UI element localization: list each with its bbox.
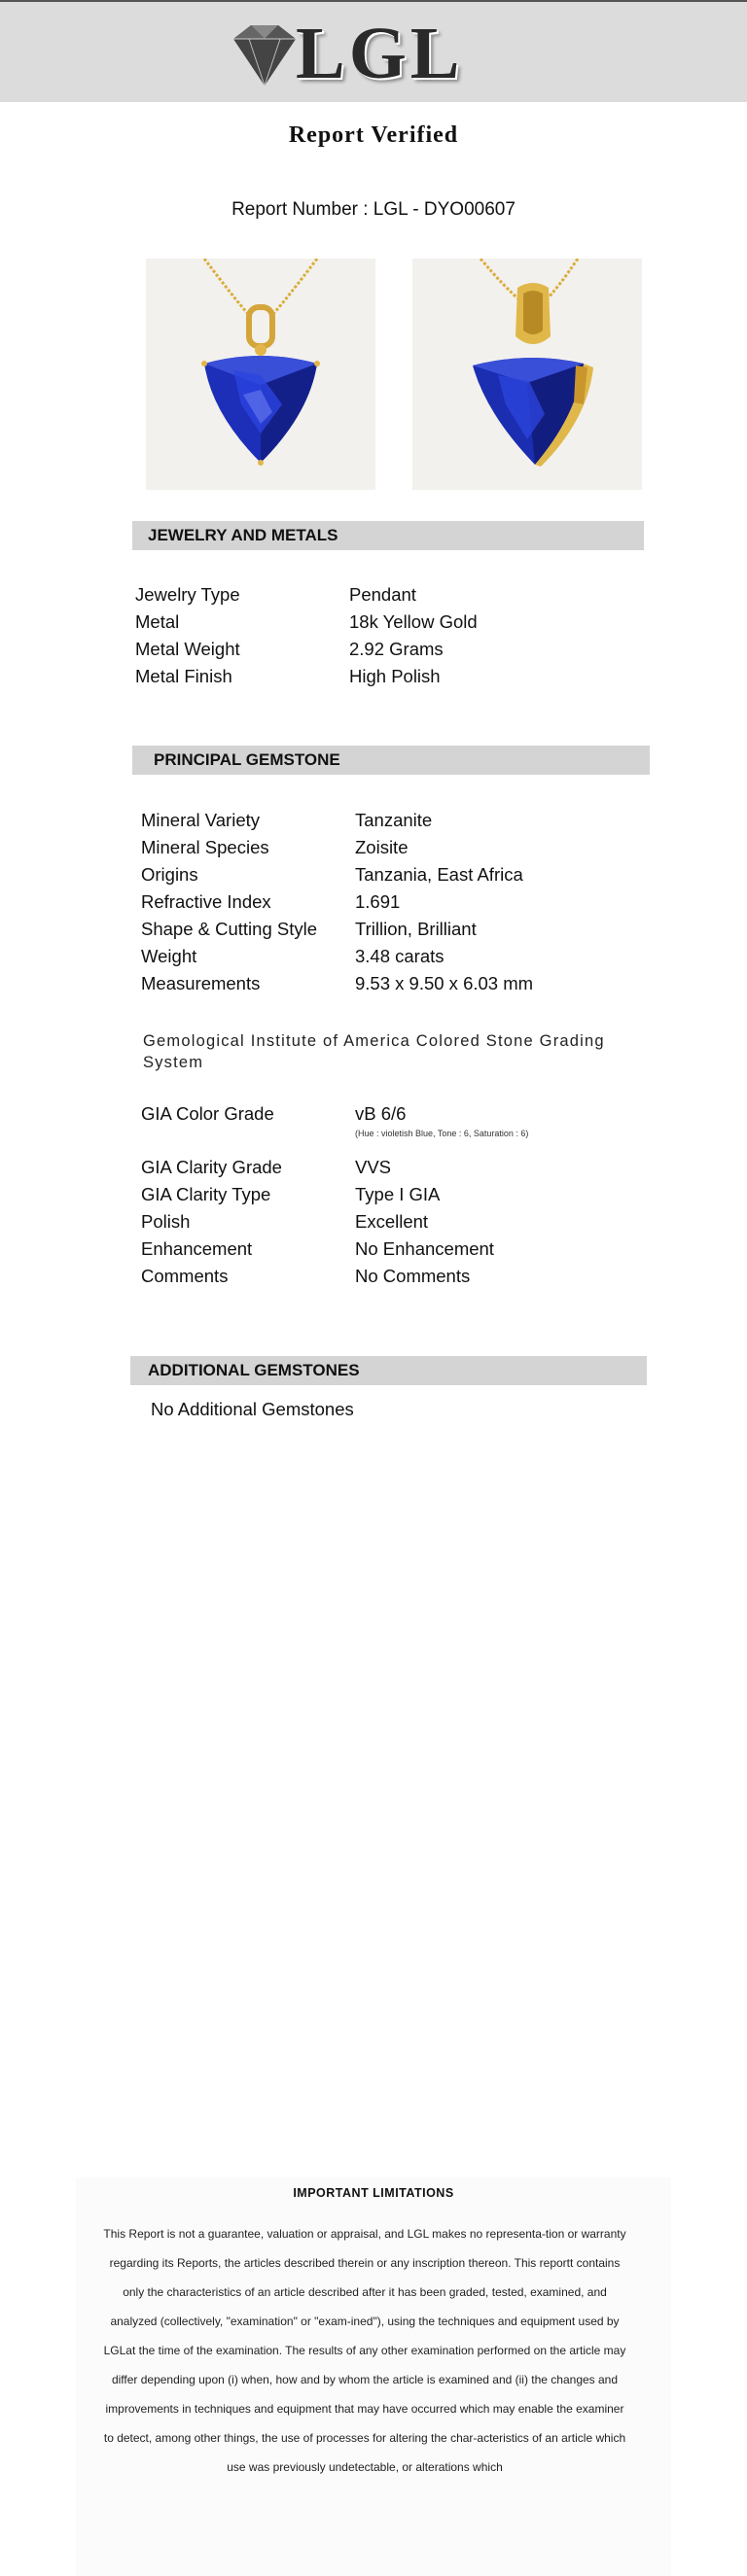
origins-label: Origins — [141, 864, 198, 885]
clarity-type-label: GIA Clarity Type — [141, 1184, 271, 1204]
jewelry-type-value: Pendant — [349, 584, 416, 605]
principal-details — [141, 807, 608, 997]
no-additional-text: No Additional Gemstones — [151, 1399, 354, 1419]
origins-value: Tanzania, East Africa — [355, 864, 523, 885]
pendant-side-photo — [412, 259, 642, 490]
diamond-icon — [226, 21, 303, 95]
report-status: Report Verified — [288, 122, 459, 148]
header-bar — [0, 0, 747, 102]
pendant-front-photo — [146, 259, 375, 490]
additional-section-title: ADDITIONAL GEMSTONES — [148, 1361, 360, 1379]
principal-section-header — [132, 746, 650, 775]
additional-section-header — [130, 1356, 647, 1385]
metal-finish-value: High Polish — [349, 666, 441, 686]
enhancement-label: Enhancement — [141, 1238, 253, 1259]
mineral-variety-value: Tanzanite — [355, 810, 433, 830]
metal-weight-value: 2.92 Grams — [349, 639, 444, 659]
polish-label: Polish — [141, 1211, 191, 1232]
weight-value: 3.48 carats — [355, 946, 445, 966]
shape-cutting-value: Trillion, Brilliant — [355, 919, 477, 939]
report-number: Report Number : LGL - DYO00607 — [231, 199, 516, 220]
clarity-grade-label: GIA Clarity Grade — [141, 1157, 282, 1177]
color-grade-value: vB 6/6 — [355, 1103, 407, 1124]
limitations-text: This Report is not a guarantee, valuation or appraisal, and LGL makes no representa-tion or warranty regarding its Reports, the articles described therein or any inscription thereon. This reportt contains only the characteristics of an article described after it has been graded, tested, examined, and analyzed (collectively, "examination" or "exam-ined"), using the techniques and equipment used by LGLat the time of the examination. The results of any other examination performed on the article may differ depending upon (i) when, how and by whom the article is examined and (ii) the changes and improvements in techniques and equipment that may have occurred which may enable the examiner to detect, among other things, the use of processes for altering the char-acteristics of an article which use was previously undetectable, or alterations which — [103, 2227, 626, 2474]
polish-value: Excellent — [355, 1211, 429, 1232]
grade-details — [141, 1154, 608, 1290]
jewelry-section-title: JEWELRY AND METALS — [148, 526, 338, 544]
refractive-index-value: 1.691 — [355, 891, 401, 912]
refractive-index-label: Refractive Index — [141, 891, 271, 912]
shape-cutting-label: Shape & Cutting Style — [141, 919, 317, 939]
weight-label: Weight — [141, 946, 197, 966]
clarity-type-value: Type I GIA — [355, 1184, 441, 1204]
color-grade-note: (Hue : violetish Blue, Tone : 6, Saturation : 6) — [355, 1129, 529, 1138]
comments-value: No Comments — [355, 1266, 471, 1286]
measurements-value: 9.53 x 9.50 x 6.03 mm — [355, 973, 534, 993]
metal-weight-label: Metal Weight — [135, 639, 240, 659]
clarity-grade-value: VVS — [355, 1157, 392, 1177]
measurements-label: Measurements — [141, 973, 261, 993]
jewelry-details — [135, 581, 602, 690]
comments-label: Comments — [141, 1266, 229, 1286]
metal-finish-label: Metal Finish — [135, 666, 232, 686]
mineral-species-label: Mineral Species — [141, 837, 269, 857]
enhancement-value: No Enhancement — [355, 1238, 494, 1259]
mineral-species-value: Zoisite — [355, 837, 409, 857]
gia-system-title: Gemological Institute of America Colored Stone Grading System — [143, 1032, 605, 1071]
logo-text: LGL — [296, 13, 464, 94]
color-grade-label: GIA Color Grade — [141, 1103, 274, 1124]
metal-value: 18k Yellow Gold — [349, 611, 478, 632]
color-grade-row — [141, 1100, 608, 1128]
jewelry-section-header — [132, 521, 644, 550]
limitations-title: IMPORTANT LIMITATIONS — [293, 2186, 454, 2200]
principal-section-title: PRINCIPAL GEMSTONE — [154, 750, 340, 769]
metal-label: Metal — [135, 611, 180, 632]
lgl-logo — [226, 13, 479, 94]
jewelry-type-label: Jewelry Type — [135, 584, 240, 605]
mineral-variety-label: Mineral Variety — [141, 810, 261, 830]
